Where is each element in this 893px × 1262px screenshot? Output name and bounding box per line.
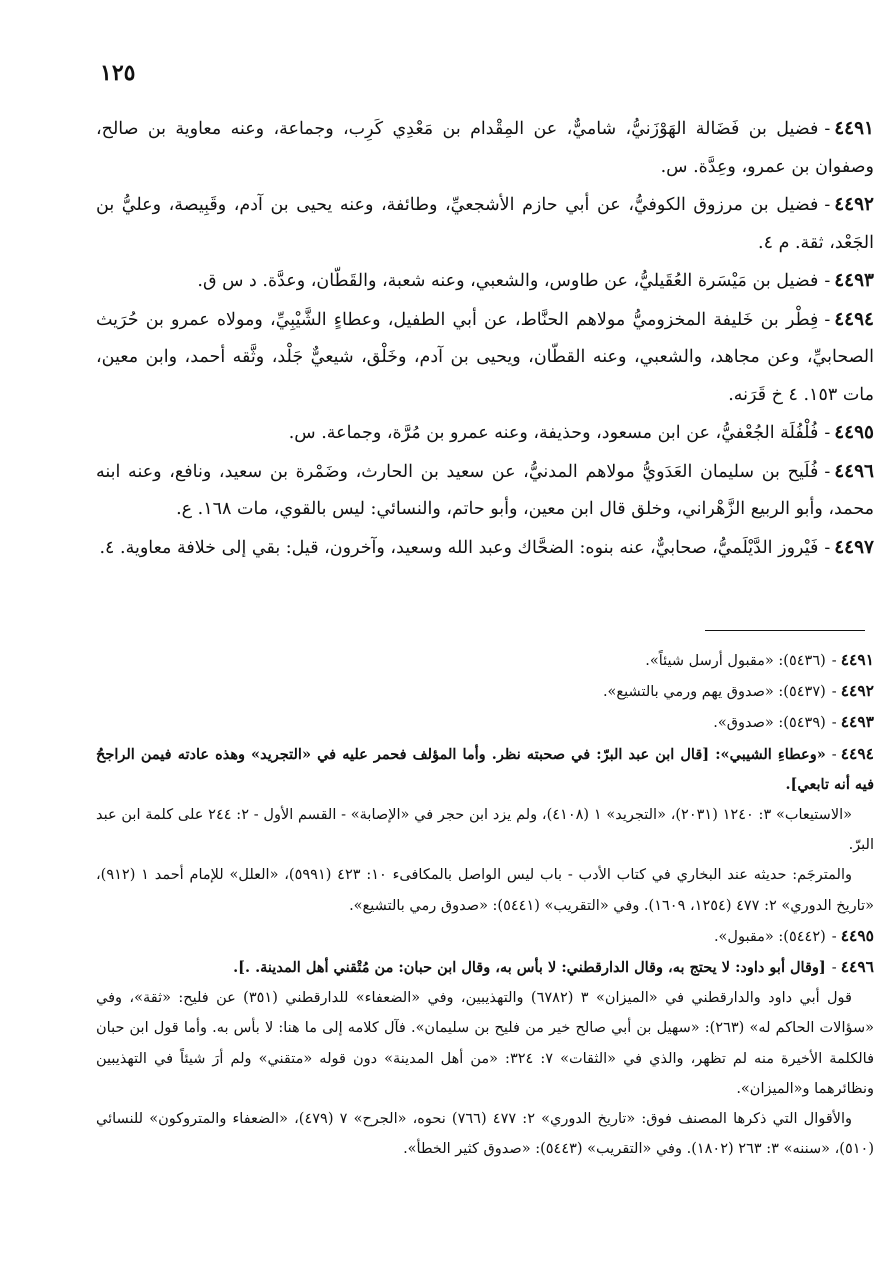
entry-number: ٤٤٩٥: [834, 422, 874, 443]
footnote-number: ٤٤٩٤: [840, 743, 874, 763]
entry-text: فَيْروز الدَّيْلَميُّ، صحابيٌّ، عنه بنوه: الضحَّاك وعبد الله وسعيد، وآخرون، قيل: بقي إلى خلافة معاوية. ٤.: [99, 537, 819, 558]
footnote-separator: [705, 630, 865, 631]
entry-number: ٤٤٩٦: [834, 460, 874, 482]
entry-text: فضيل بن فَضَالة الهَوْزَنيُّ، شاميٌّ، عن المِقْدام بن مَعْدِي كَرِب، وجماعة، وعنه معاوية بن صالح، وصفوان بن عمرو، وعِدَّة. س.: [96, 119, 874, 177]
footnote-continuation: [96, 860, 874, 920]
footnote-text: والأقوال التي ذكرها المصنف فوق: «تاريخ الدوري» ٢: ٤٧٧ (٧٦٦) نحوه، «الجرح» ٧ (٤٧٩)، «الضعفاء والمتروكون» للنسائي (٥١٠)، «سننه» ٣: ٢٦٣ (١٨٠٢). وفي «التقريب» (٥٤٤٣): «صدوق كثير الخطأ».: [96, 1111, 874, 1158]
footnote-continuation: [96, 983, 874, 1104]
footnote-text: والمترجَم: حديثه عند البخاري في كتاب الأدب - باب ليس الواصل بالمكافىء ١٠: ٤٢٣ (٥٩٩١)، «العلل» للإمام أحمد ١ (٩١٢)، «تاريخ الدوري» ٢: ٤٧٧ (١٢٥٤، ١٦٠٩). وفي «التقريب» (٥٤٤١): «صدوق رمي بالتشيع».: [96, 867, 874, 914]
footnote: ٤٤٩٢-(٥٤٣٧): «صدوق يهم ورمي بالتشيع».: [602, 681, 874, 701]
footnote-text: (٥٤٣٧): «صدوق يهم ورمي بالتشيع».: [602, 684, 826, 701]
footnote: ٤٤٩٣-(٥٤٣٩): «صدوق».: [713, 712, 874, 732]
page-number: ١٢٥: [100, 60, 136, 86]
entry-text: فضيل بن مرزوق الكوفيُّ، عن أبي حازم الأشجعيِّ، وطائفة، وعنه يحيى بن آدم، وقَبِيصة، وعليُّ بن الجَعْد، ثقة. م ٤.: [96, 195, 874, 253]
entry-text: فِطْر بن خَليفة المخزوميُّ مولاهم الحنَّاط، عن أبي الطفيل، وعطاءٍ الشَّيْبِيِّ، ومولاه عمرو بن حُرَيث الصحابيِّ، وعن مجاهد، والشعبي، وعنه القطّان، ويحيى بن آدم، وخَلْق، شيعيٌّ جَلْد، وثَّقه أحمد، وابن معين، مات ١٥٣. ٤ خ قَرَنه.: [96, 309, 874, 405]
footnote-number: ٤٤٩٣: [840, 712, 874, 732]
footnote: ٤٤٩٤-«وعطاءِ الشيبي»: [قال ابن عبد البرّ: في صحبته نظر. وأما المؤلف فحمر عليه في «التجريد» وهذه عادته فيمن الراجحُ فيه أنه تابعي].: [96, 743, 874, 793]
entry: ٤٤٩٥-فُلْفُلَة الجُعْفيُّ، عن ابن مسعود، وحذيفة، وعنه عمرو بن مُرَّة، وجماعة. س.: [288, 422, 874, 443]
footnote: ٤٤٩١-(٥٤٣٦): «مقبول أرسل شيئاً».: [645, 650, 874, 669]
entry-text: فضيل بن مَيْسَرة العُقَيليُّ، عن طاوس، والشعبي، وعنه شعبة، والقَطّان، وعدَّة. د س ق.: [197, 271, 819, 291]
entry-number: ٤٤٩٧: [834, 536, 874, 558]
entry-number: ٤٤٩٤: [834, 308, 874, 330]
footnote-text: (٥٤٣٦): «مقبول أرسل شيئاً».: [645, 653, 826, 669]
footnote-text: (٥٤٣٩): «صدوق».: [713, 715, 826, 732]
footnote-text: قول أبي داود والدارقطني في «الميزان» ٣ (٦٧٨٢) والتهذيبين، وفي «الضعفاء» للدارقطني (٣٥١) عن فليح: «ثقة»، وفي «سؤالات الحاكم له» (٢٦٣): «سهيل بن أبي صالح خير من فليح بن سليمان». فآل كلامه إلى ما هنا: لا بأس به. وأما قول ابن حبان فالكلمة الأخيرة منه لم تظهر، والذي في «الثقات» ٧: ٣٢٤: «من أهل المدينة» دون قوله «متقني» ولم أرَ شيئاً في التهذيبين ونظائرهما و«الميزان».: [96, 990, 875, 1097]
footnote-text: (٥٤٤٢): «مقبول».: [713, 928, 826, 945]
footnotes: [96, 645, 874, 1164]
footnote: ٤٤٩٥-(٥٤٤٢): «مقبول».: [713, 925, 874, 945]
entry-text: فُلْفُلَة الجُعْفيُّ، عن ابن مسعود، وحذيفة، وعنه عمرو بن مُرَّة، وجماعة. س.: [288, 423, 819, 443]
footnote-text: «الاستيعاب» ٣: ١٢٤٠ (٢٠٣١)، «التجريد» ١ (٤١٠٨)، ولم يزد ابن حجر في «الإصابة» - القسم الأول - ٢: ٢٤٤ على كلمة ابن عبد البرّ.: [96, 807, 874, 854]
footnote-continuation: [96, 1104, 874, 1164]
entry-number: ٤٤٩٣: [834, 270, 874, 291]
footnote-text: [وقال أبو داود: لا يحتج به، وقال الدارقطني: لا بأس به، وقال ابن حبان: من مُتْقني أهل المدينة. .].: [233, 959, 826, 977]
entry: ٤٤٩١-فضيل بن فَضَالة الهَوْزَنيُّ، شاميٌّ، عن المِقْدام بن مَعْدِي كَرِب، وجماعة، وعنه معاوية بن صالح، وصفوان بن عمرو، وعِدَّة. س.: [96, 118, 874, 177]
footnote-number: ٤٤٩٦: [840, 957, 874, 977]
entry: ٤٤٩٧-فَيْروز الدَّيْلَميُّ، صحابيٌّ، عنه بنوه: الضحَّاك وعبد الله وسعيد، وآخرون، قيل: بقي إلى خلافة معاوية. ٤.: [99, 536, 874, 558]
main-text: [96, 110, 874, 567]
footnote-number: ٤٤٩١: [840, 650, 874, 669]
entry: ٤٤٩٢-فضيل بن مرزوق الكوفيُّ، عن أبي حازم الأشجعيِّ، وطائفة، وعنه يحيى بن آدم، وقَبِيصة، وعليُّ بن الجَعْد، ثقة. م ٤.: [96, 194, 874, 253]
footnote: ٤٤٩٦-[وقال أبو داود: لا يحتج به، وقال الدارقطني: لا بأس به، وقال ابن حبان: من مُتْقني أهل المدينة. .].: [233, 957, 874, 977]
entry-text: فُلَيح بن سليمان العَدَويُّ مولاهم المدنيُّ، عن سعيد بن الحارث، وضَمْرة بن سعيد، ونافع، وعنه ابنه محمد، وأبو الربيع الزَّهْراني، وخلق قال ابن معين، وأبو حاتم، والنسائي: ليس بالقوي، مات ١٦٨. ع.: [96, 461, 874, 519]
footnote-text: «وعطاءِ الشيبي»: [قال ابن عبد البرّ: في صحبته نظر. وأما المؤلف فحمر عليه في «التجريد» وهذه عادته فيمن الراجحُ فيه أنه تابعي].: [96, 745, 874, 793]
entry-number: ٤٤٩٢: [834, 194, 874, 215]
footnote-continuation: [96, 800, 874, 860]
entry: ٤٤٩٦-فُلَيح بن سليمان العَدَويُّ مولاهم المدنيُّ، عن سعيد بن الحارث، وضَمْرة بن سعيد، ونافع، وعنه ابنه محمد، وأبو الربيع الزَّهْراني، وخلق قال ابن معين، وأبو حاتم، والنسائي: ليس بالقوي، مات ١٦٨. ع.: [96, 460, 874, 519]
entry: ٤٤٩٣-فضيل بن مَيْسَرة العُقَيليُّ، عن طاوس، والشعبي، وعنه شعبة، والقَطّان، وعدَّة. د س ق.: [197, 270, 874, 291]
footnote-number: ٤٤٩٥: [840, 925, 874, 945]
entry: ٤٤٩٤-فِطْر بن خَليفة المخزوميُّ مولاهم الحنَّاط، عن أبي الطفيل، وعطاءٍ الشَّيْبِيِّ، ومولاه عمرو بن حُرَيث الصحابيِّ، وعن مجاهد، والشعبي، وعنه القطّان، ويحيى بن آدم، وخَلْق، شيعيٌّ جَلْد، وثَّقه أحمد، وابن معين، مات ١٥٣. ٤ خ قَرَنه.: [96, 308, 874, 405]
footnote-number: ٤٤٩٢: [840, 681, 874, 701]
entry-number: ٤٤٩١: [834, 118, 874, 139]
